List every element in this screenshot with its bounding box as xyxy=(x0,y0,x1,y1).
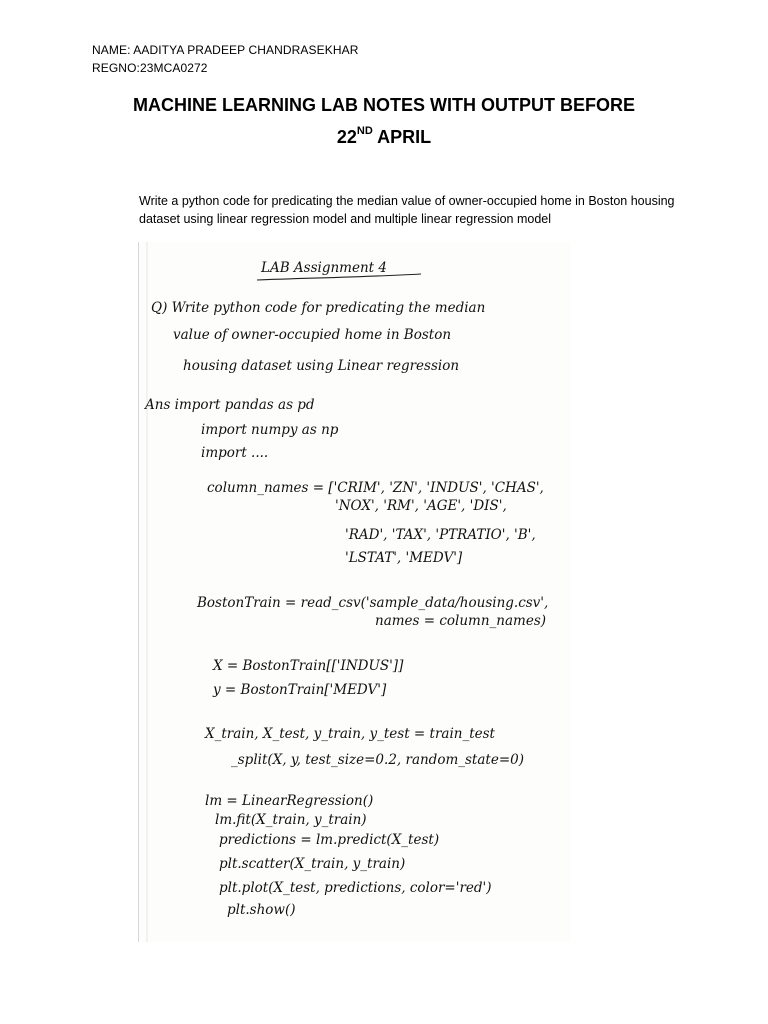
note-line: Q) Write python code for predicating the median xyxy=(151,300,486,316)
note-line: _split(X, y, test_size=0.2, random_state=0) xyxy=(231,752,524,768)
handwritten-notes-image xyxy=(138,242,571,942)
note-line: plt.scatter(X_train, y_train) xyxy=(219,856,406,872)
note-line: column_names = ['CRIM', 'ZN', 'INDUS', 'CHAS', xyxy=(207,480,544,496)
title-day: 22 xyxy=(336,127,357,147)
page-title xyxy=(0,91,768,151)
note-line: 'LSTAT', 'MEDV'] xyxy=(345,550,463,566)
note-line: BostonTrain = read_csv('sample_data/housing.csv', xyxy=(197,595,549,611)
note-line: value of owner-occupied home in Boston xyxy=(173,327,452,343)
note-line: lm = LinearRegression() xyxy=(205,793,374,809)
title-month: APRIL xyxy=(377,127,432,147)
note-line: X_train, X_test, y_train, y_test = train_test xyxy=(205,726,495,742)
title-day-suffix: ND xyxy=(356,125,373,137)
question-text: Write a python code for predicating the median value of owner-occupied home in Boston housing dataset using linear regression model and multiple linear regression model xyxy=(139,194,675,226)
note-line: X = BostonTrain[['INDUS']] xyxy=(213,658,404,674)
student-name: NAME: AADITYA PRADEEP CHANDRASEKHAR xyxy=(92,43,359,57)
note-line: y = BostonTrain['MEDV'] xyxy=(213,682,387,698)
note-line: import .... xyxy=(201,445,269,461)
title-line-2 xyxy=(0,119,768,151)
note-line: import numpy as np xyxy=(201,422,339,438)
note-line: 'RAD', 'TAX', 'PTRATIO', 'B', xyxy=(345,527,536,543)
note-line: 'NOX', 'RM', 'AGE', 'DIS', xyxy=(335,498,507,514)
registration-number: REGNO:23MCA0272 xyxy=(92,61,208,75)
note-line: plt.show() xyxy=(227,902,296,918)
note-line: housing dataset using Linear regression xyxy=(183,358,460,374)
note-line: Ans import pandas as pd xyxy=(145,397,315,413)
note-line: predictions = lm.predict(X_test) xyxy=(219,832,440,848)
title-line-1: MACHINE LEARNING LAB NOTES WITH OUTPUT BEFORE xyxy=(133,95,635,115)
note-line: plt.plot(X_test, predictions, color='red') xyxy=(219,880,492,896)
note-line: names = column_names) xyxy=(375,613,547,629)
note-line: lm.fit(X_train, y_train) xyxy=(215,812,367,828)
notes-heading: LAB Assignment 4 xyxy=(261,260,387,276)
